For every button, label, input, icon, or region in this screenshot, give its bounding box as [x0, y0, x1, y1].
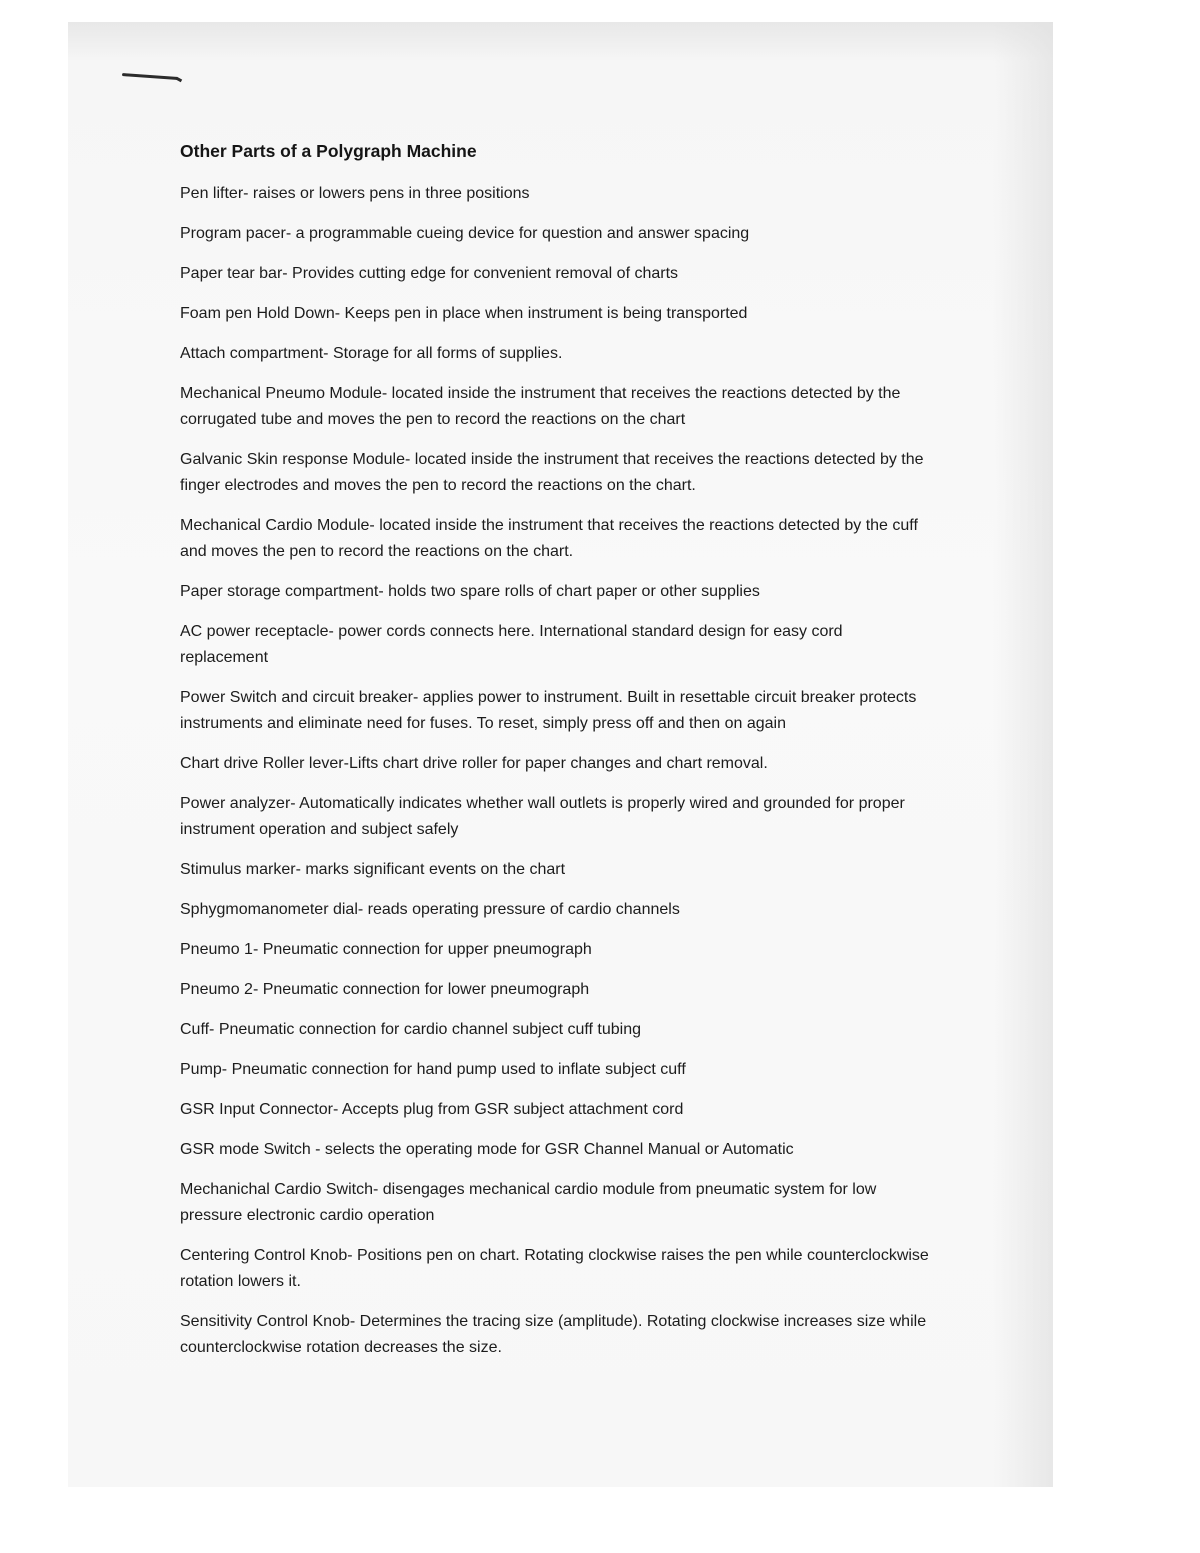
- list-item: Centering Control Knob- Positions pen on chart. Rotating clockwise raises the pen while counterclockwise rotation lowers it.: [180, 1247, 929, 1290]
- list-item: Paper storage compartment- holds two spare rolls of chart paper or other supplies: [180, 583, 760, 600]
- list-item: Stimulus marker- marks significant events on the chart: [180, 861, 566, 878]
- list-item: Attach compartment- Storage for all forms of supplies.: [180, 345, 563, 362]
- document-title: Other Parts of a Polygraph Machine: [180, 141, 477, 161]
- list-item: Pneumo 2- Pneumatic connection for lower pneumograph: [180, 981, 590, 998]
- list-item: Mechanical Pneumo Module- located inside the instrument that receives the reactions detected by the corrugated tube and moves the pen to record the reactions on the chart: [180, 385, 901, 428]
- list-item: Galvanic Skin response Module- located inside the instrument that receives the reactions detected by the finger electrodes and moves the pen to record the reactions on the chart.: [180, 451, 924, 494]
- list-item: Mechanichal Cardio Switch- disengages mechanical cardio module from pneumatic system for low pressure electronic cardio operation: [180, 1181, 877, 1224]
- list-item: Cuff- Pneumatic connection for cardio channel subject cuff tubing: [180, 1021, 642, 1038]
- list-item: Power Switch and circuit breaker- applies power to instrument. Built in resettable circuit breaker protects instruments and eliminate need for fuses. To reset, simply press off and then on again: [180, 689, 917, 732]
- list-item: AC power receptacle- power cords connects here. International standard design for easy cord replacement: [180, 623, 843, 666]
- list-item: GSR Input Connector- Accepts plug from GSR subject attachment cord: [180, 1101, 684, 1118]
- list-item: Chart drive Roller lever-Lifts chart drive roller for paper changes and chart removal.: [180, 755, 768, 772]
- list-item: Sensitivity Control Knob- Determines the tracing size (amplitude). Rotating clockwise increases size while counterclockwise rotation decreases the size.: [180, 1313, 927, 1356]
- list-item: Mechanical Cardio Module- located inside the instrument that receives the reactions detected by the cuff and moves the pen to record the reactions on the chart.: [180, 517, 918, 560]
- list-item: Sphygmomanometer dial- reads operating pressure of cardio channels: [180, 901, 680, 918]
- list-item: Pneumo 1- Pneumatic connection for upper pneumograph: [180, 941, 592, 958]
- list-item: Foam pen Hold Down- Keeps pen in place when instrument is being transported: [180, 305, 748, 322]
- list-item: GSR mode Switch - selects the operating mode for GSR Channel Manual or Automatic: [180, 1141, 794, 1158]
- document-body: [180, 138, 930, 1375]
- scan-shadow-top: [68, 22, 1053, 62]
- list-item: Pen lifter- raises or lowers pens in three positions: [180, 185, 530, 202]
- list-item: Paper tear bar- Provides cutting edge for convenient removal of charts: [180, 265, 679, 282]
- list-item: Pump- Pneumatic connection for hand pump used to inflate subject cuff: [180, 1061, 686, 1078]
- scan-shadow-right: [993, 22, 1053, 1487]
- list-item: Power analyzer- Automatically indicates whether wall outlets is properly wired and grounded for proper instrument operation and subject safely: [180, 795, 905, 838]
- list-item: Program pacer- a programmable cueing device for question and answer spacing: [180, 225, 750, 242]
